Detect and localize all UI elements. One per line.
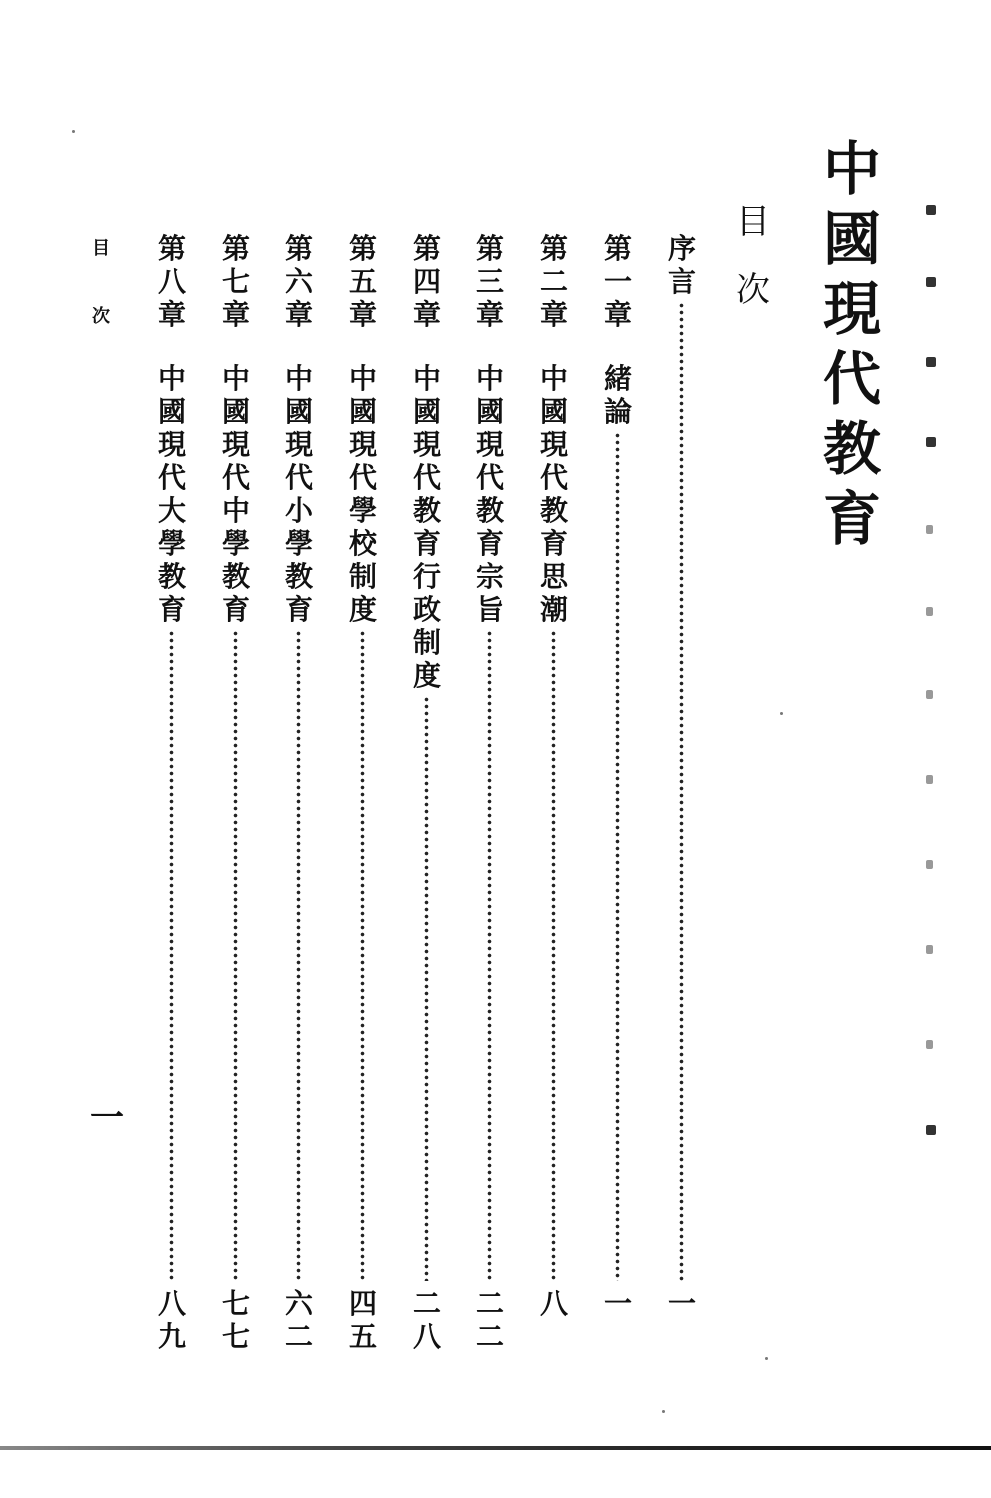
toc-entry-title	[279, 362, 319, 626]
toc-entry-label	[407, 232, 447, 331]
toc-entry-title-char: 育	[284, 593, 313, 626]
toc-entry-label	[598, 232, 638, 331]
scan-speck	[765, 1357, 768, 1360]
toc-entry-title-char: 教	[412, 494, 441, 527]
toc-entry	[216, 232, 256, 1357]
toc-leader-dots	[169, 630, 174, 1281]
toc-entry-title-char: 中	[157, 362, 186, 395]
scan-speck	[780, 712, 783, 715]
edge-mark	[926, 357, 936, 367]
edge-mark	[926, 205, 936, 215]
toc-entry-title-char: 宗	[475, 560, 504, 593]
toc-page-number-char: 一	[603, 1287, 632, 1320]
toc-entry-title-char: 現	[221, 428, 250, 461]
toc-entry-title-char: 政	[412, 593, 441, 626]
toc-entry-title-char: 教	[475, 494, 504, 527]
toc-leader-dots	[233, 630, 238, 1281]
toc-entry-title-char: 思	[539, 560, 568, 593]
toc-leader-dots	[360, 630, 365, 1281]
toc-entry-title	[407, 362, 447, 692]
toc-entry-label-char: 第	[412, 232, 441, 265]
toc-page-number	[470, 1287, 510, 1353]
toc-entry-title-char: 代	[475, 461, 504, 494]
toc-entry-label-char: 章	[348, 298, 377, 331]
toc-entry-title-char: 國	[475, 395, 504, 428]
toc-entry-label-char: 章	[603, 298, 632, 331]
toc-entry-title-char: 育	[539, 527, 568, 560]
edge-mark	[926, 277, 936, 287]
toc-page-number-char: 二	[475, 1320, 504, 1353]
toc-page-number	[279, 1287, 319, 1353]
book-title-char: 代	[822, 345, 881, 413]
toc-entry	[470, 232, 510, 1357]
toc-entry-title-char: 教	[221, 560, 250, 593]
edge-mark	[926, 437, 936, 447]
toc-entry-label	[662, 232, 702, 298]
toc-entry-title-char: 國	[539, 395, 568, 428]
toc-entry-title-char: 現	[284, 428, 313, 461]
toc-entry-title-char: 代	[221, 461, 250, 494]
edge-mark	[926, 525, 933, 534]
toc-page-number-char: 五	[348, 1320, 377, 1353]
toc-entry-label-char: 三	[475, 265, 504, 298]
toc-entry-label-char: 一	[603, 265, 632, 298]
folio: 一	[90, 1098, 124, 1138]
toc-entry-label	[470, 232, 510, 331]
toc-page-number-char: 六	[284, 1287, 313, 1320]
toc-entry-title-char: 小	[284, 494, 313, 527]
toc-entry-title-char: 國	[412, 395, 441, 428]
toc-entry-label-char: 八	[157, 265, 186, 298]
book-title-char: 現	[822, 275, 881, 343]
toc-leader-dots	[679, 302, 684, 1281]
toc-entry-title-char: 大	[157, 494, 186, 527]
edge-mark	[926, 945, 933, 954]
toc-entry-label-char: 四	[412, 265, 441, 298]
running-head	[86, 240, 116, 376]
toc-leader-dots	[551, 630, 556, 1281]
toc-page-number-char: 七	[221, 1320, 250, 1353]
toc-entry-title-char: 教	[284, 560, 313, 593]
toc-entry-title-char: 育	[475, 527, 504, 560]
toc-entry-title-char: 制	[412, 626, 441, 659]
toc-entry-title-char: 制	[348, 560, 377, 593]
book-title-char: 教	[822, 415, 881, 483]
toc-entry-title-char: 中	[348, 362, 377, 395]
scan-edge-line	[0, 1446, 991, 1450]
edge-mark	[926, 607, 933, 616]
toc-entry-title-char: 代	[412, 461, 441, 494]
toc-entry-title-char: 度	[348, 593, 377, 626]
toc-page-number	[343, 1287, 383, 1353]
edge-mark	[926, 1125, 936, 1135]
toc-heading	[728, 202, 778, 341]
toc-entry-title-char: 國	[284, 395, 313, 428]
toc-leader-dots	[615, 432, 620, 1281]
toc-entry-title	[216, 362, 256, 626]
toc-entry-title-char: 學	[221, 527, 250, 560]
toc-entry-label-char: 章	[475, 298, 504, 331]
toc-entry-title-char: 中	[284, 362, 313, 395]
edge-mark	[926, 775, 933, 784]
toc-entry-label	[152, 232, 192, 331]
running-head-char: 目	[92, 238, 110, 259]
toc-entry-label	[279, 232, 319, 331]
toc-entry-title	[470, 362, 510, 626]
scan-speck	[72, 130, 75, 133]
book-title-char: 國	[822, 205, 881, 273]
scan-speck	[662, 1410, 665, 1413]
toc-entry-title-char: 度	[412, 659, 441, 692]
toc-page-number-char: 七	[221, 1287, 250, 1320]
toc-page-number-char: 八	[539, 1287, 568, 1320]
toc-entry-label-char: 第	[221, 232, 250, 265]
toc-entry-label-char: 七	[221, 265, 250, 298]
toc-entry-title-char: 緒	[603, 362, 632, 395]
book-title-char: 育	[822, 485, 881, 553]
toc-page-number-char: 二	[412, 1287, 441, 1320]
toc-heading-char: 次	[736, 270, 770, 310]
toc-entry-label	[343, 232, 383, 331]
toc-entry-title-char: 現	[412, 428, 441, 461]
toc-page-number-char: 九	[157, 1320, 186, 1353]
toc-entry-title-char: 校	[348, 527, 377, 560]
toc-entry-title	[152, 362, 192, 626]
toc-page-number-char: 一	[667, 1287, 696, 1320]
edge-mark	[926, 690, 933, 699]
toc-entry-label-char: 第	[603, 232, 632, 265]
toc-page-number-char: 四	[348, 1287, 377, 1320]
toc-entry-title-char: 中	[221, 494, 250, 527]
toc-entry-label-char: 章	[157, 298, 186, 331]
toc-entry-label-char: 章	[221, 298, 250, 331]
toc-entry-title-char: 行	[412, 560, 441, 593]
toc-entry-title-char: 現	[348, 428, 377, 461]
toc-entry	[152, 232, 192, 1357]
toc-entry-label-char: 章	[412, 298, 441, 331]
toc-page-number-char: 二	[475, 1287, 504, 1320]
toc-entry-title-char: 育	[412, 527, 441, 560]
toc-entry-label-char: 言	[667, 265, 696, 298]
toc-entry-title-char: 教	[157, 560, 186, 593]
toc-entry-label-char: 第	[539, 232, 568, 265]
toc-entry-title-char: 代	[348, 461, 377, 494]
toc-entry-title-char: 國	[221, 395, 250, 428]
toc-page-number-char: 二	[284, 1320, 313, 1353]
toc-entry-title-char: 中	[412, 362, 441, 395]
toc-entry-label-char: 序	[667, 232, 696, 265]
toc-entry-title	[534, 362, 574, 626]
book-title-char: 中	[822, 135, 881, 203]
toc-entry-label	[534, 232, 574, 331]
toc-entry	[598, 232, 638, 1357]
toc-entry	[534, 232, 574, 1357]
running-head-char: 次	[92, 306, 110, 327]
toc-heading-char: 目	[736, 202, 770, 242]
toc-entry-title-char: 教	[539, 494, 568, 527]
toc-entry	[407, 232, 447, 1357]
toc-entry-title-char: 代	[284, 461, 313, 494]
toc-page-number	[662, 1287, 702, 1320]
toc-entry-title	[343, 362, 383, 626]
toc-entry-title-char: 學	[348, 494, 377, 527]
toc-entry-title-char: 中	[539, 362, 568, 395]
toc-entry	[343, 232, 383, 1357]
toc-entry-title-char: 代	[157, 461, 186, 494]
toc-entry-label-char: 第	[348, 232, 377, 265]
toc-entry-title-char: 代	[539, 461, 568, 494]
toc-page-number-char: 八	[412, 1320, 441, 1353]
toc-entry-title-char: 中	[221, 362, 250, 395]
toc-entry-title-char: 國	[157, 395, 186, 428]
toc-entry	[279, 232, 319, 1357]
toc-page-number	[598, 1287, 638, 1320]
toc-page-number	[534, 1287, 574, 1320]
toc-page-number	[216, 1287, 256, 1353]
toc-entry-label-char: 二	[539, 265, 568, 298]
edge-mark	[926, 860, 933, 869]
toc-entry-title-char: 國	[348, 395, 377, 428]
toc-entry-title-char: 中	[475, 362, 504, 395]
toc-page-number	[152, 1287, 192, 1353]
toc-entry-title-char: 學	[157, 527, 186, 560]
toc-entry-label-char: 六	[284, 265, 313, 298]
toc-entry-label-char: 章	[539, 298, 568, 331]
toc-leader-dots	[296, 630, 301, 1281]
toc-entry-title-char: 現	[475, 428, 504, 461]
toc-entry-title-char: 現	[539, 428, 568, 461]
toc-entry-title-char: 論	[603, 395, 632, 428]
toc-page-number-char: 八	[157, 1287, 186, 1320]
toc-entry-title-char: 育	[221, 593, 250, 626]
toc-leader-dots	[424, 696, 429, 1281]
toc-entry-label-char: 五	[348, 265, 377, 298]
toc-entry-label-char: 第	[284, 232, 313, 265]
toc-entry-title-char: 育	[157, 593, 186, 626]
toc-entry-title-char: 旨	[475, 593, 504, 626]
toc-entry-title	[598, 362, 638, 428]
toc-page-number	[407, 1287, 447, 1353]
book-title	[812, 135, 892, 553]
toc-entry-label	[216, 232, 256, 331]
toc-leader-dots	[487, 630, 492, 1281]
toc-entry-label-char: 第	[475, 232, 504, 265]
toc-entry-title-char: 學	[284, 527, 313, 560]
toc-entry-label-char: 章	[284, 298, 313, 331]
toc-entry-label-char: 第	[157, 232, 186, 265]
toc-entry-title-char: 潮	[539, 593, 568, 626]
edge-mark	[926, 1040, 933, 1049]
toc-entry-title-char: 現	[157, 428, 186, 461]
toc-entry	[662, 232, 702, 1357]
